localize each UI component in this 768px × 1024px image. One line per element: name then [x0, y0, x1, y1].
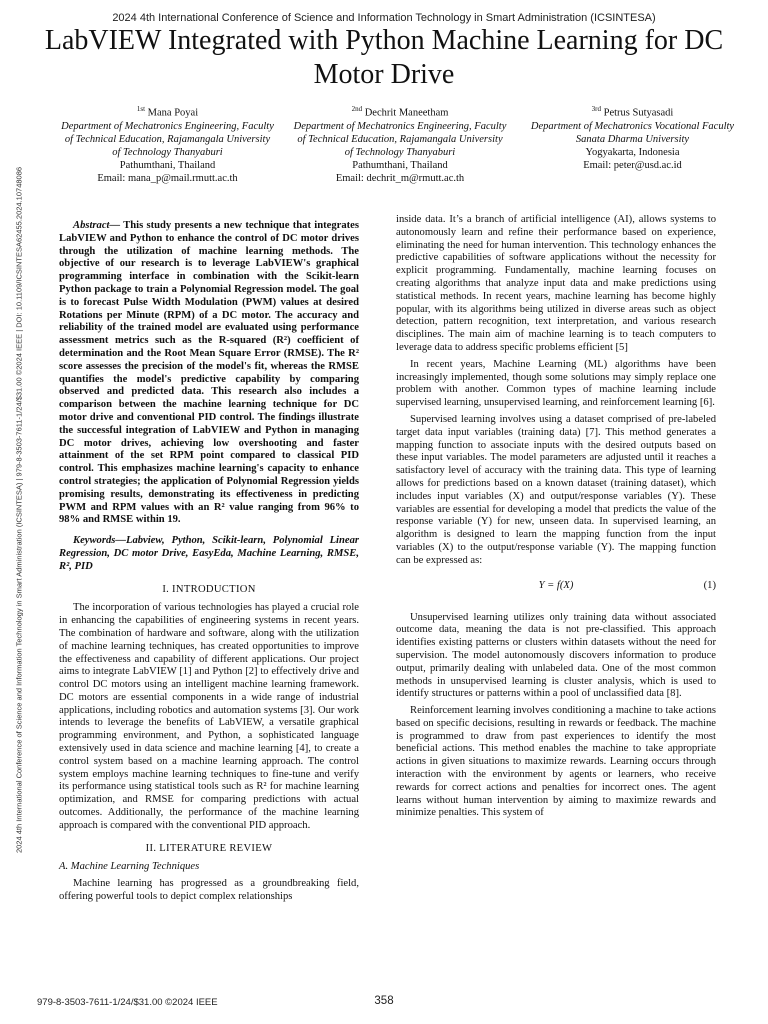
side-doi-strip: [14, 100, 24, 920]
author-2-affiliation: Department of Mechatronics Engineering, Faculty of Technical Education, Rajamangala University of Technology Thanyaburi: [293, 120, 507, 158]
page-number: 358: [374, 995, 394, 1007]
author-2-ordinal: 2nd: [351, 105, 363, 113]
unsupervised-paragraph: Unsupervised learning utilizes only training data without associated outcome data, meaning the data is not pre-classified. This approach identifies existing patterns or clusters within datasets without the need for supervision. The model autonomously discovers information to produce output, primarily dealing with unlabeled data. One of the most common methods in unsupervised learning is cluster analysis, which is used to identify structures or patterns within a pool of unclassified data [8].: [396, 611, 716, 700]
author-3-name: [525, 103, 740, 120]
author-2-name: [293, 103, 508, 120]
equation-1: [396, 578, 716, 600]
keywords: Keywords—Labview, Python, Scikit-learn, Polynomial Linear Regression, DC motor Drive, EasyEda, Machine Learning, RMSE, R², PID: [59, 535, 359, 572]
author-3-name-text: Petrus Sutyasadi: [603, 107, 674, 119]
equation-number: (1): [703, 579, 716, 591]
author-1-ordinal: 1st: [136, 105, 146, 113]
paper-title: LabVIEW Integrated with Python Machine Learning for DC Motor Drive: [44, 25, 724, 90]
subsection-a-heading: A. Machine Learning Techniques: [59, 861, 200, 873]
left-column: [59, 220, 359, 908]
author-3-location: Yogyakarta, Indonesia: [585, 146, 680, 158]
ml-paragraph-start: Machine learning has progressed as a groundbreaking field, offering powerful tools to depict complex relationships: [59, 878, 359, 903]
conference-header: 2024 4th International Conference of Science and Information Technology in Smart Administration (ICSINTESA): [112, 12, 656, 24]
author-3-email[interactable]: Email: peter@usd.ac.id: [583, 159, 682, 171]
author-2-location: Pathumthani, Thailand: [352, 159, 448, 171]
ml-types-paragraph: In recent years, Machine Learning (ML) algorithms have been increasingly implemented, though some solutions may simply replace one problem with another. Common types of machine learning include supervised learning, unsupervised learning, and reinforcement learning [6].: [396, 358, 716, 409]
section-2-heading: II. LITERATURE REVIEW: [145, 842, 273, 854]
author-2-email[interactable]: Email: dechrit_m@rmutt.ac.th: [335, 172, 465, 184]
ml-paragraph-continued: inside data. It’s a branch of artificial intelligence (AI), allows systems to autonomously learn and refine their performance based on experience, eliminating the need for human intervention. This technology enhances the predictive capabilities of software applications without the necessity for explicit programming. Fundamentally, machine learning focuses on creating algorithms that analyze input data and make predictions using statistical methods. In recent years, machine learning has become highly popular, with its algorithms being utilized in diverse areas such as object detection, pattern recognition, text interpretation, and various research disciplines. The main aim of machine learning is to teach computers to leverage data to address specific problems efficient [5]: [396, 214, 716, 353]
author-3: [525, 103, 740, 185]
author-3-ordinal: 3rd: [591, 105, 601, 113]
supervised-paragraph: Supervised learning involves using a dataset comprised of pre-labeled target data input variables (training data) [7]. This method generates a mapping function to associate inputs with the desired outputs based on these input variables. The model parameters are adjusted until it reaches a satisfactory level of accuracy with the training data. This type of learning allows for predictions based on a known dataset (training dataset), which includes input variables (X) and output/response variables (Y). These variables are essential for developing a model that predicts the value of the response variable (Y) for new, unseen data. In supervised learning, an algorithm is designed to learn the mapping function from the input variables (X) to the output/response variable (Y). The mapping function can be expressed as:: [396, 413, 716, 566]
author-1-affiliation: Department of Mechatronics Engineering, Faculty of Technical Education, Rajamangala University of Technology Thanyaburi: [61, 120, 274, 158]
section-1-heading: I. INTRODUCTION: [162, 583, 256, 595]
side-doi-text: 2024 4th International Conference of Science and Information Technology in Smart Administration (ICSINTESA) | 979-8-3503-7611-1/24/$31.00 ©2024 IEEE | DOI: 10.1109/ICSINTESA62455.2024.10748086: [14, 166, 24, 854]
author-2-name-text: Dechrit Maneetham: [364, 107, 449, 119]
author-1-location: Pathumthani, Thailand: [119, 159, 216, 171]
author-3-affiliation: Department of Mechatronics Vocational Faculty Sanata Dharma University: [530, 120, 735, 145]
author-1-name-text: Mana Poyai: [147, 107, 199, 119]
author-1: [60, 103, 275, 185]
reinforcement-paragraph: Reinforcement learning involves conditioning a machine to take actions based on specific decisions, resulting in rewards or feedback. The machine is programmed to draw from past experiences to identify the most beneficial actions. This method enables the machine to take appropriate actions in given situations to maximize rewards. Learning occurs through interaction with the environment by agents or learners, who receive rewards for correct actions and penalties for incorrect ones. The agent learns without human intervention by aiming to maximize rewards and minimize penalties. This system of: [396, 705, 716, 819]
abstract-text: This study presents a new technique that integrates LabVIEW and Python to enhance the control of DC motor drives through the utilization of machine learning methods. The objective of our research is to leverage LabVIEW's graphical programming interface in combination with the Scikit-learn Python package to train a Polynomial Regression model. The goal is to forecast Pulse Width Modulation (PWM) values at desired Rotations per Minute (RPM) of a DC motor. The accuracy and reliability of the trained model are evaluated using performance assessment metrics such as the R-squared (R²) coefficient of determination and the Root Mean Square Error (RMSE). The R² score assesses the precision of the model's fit, whereas the RMSE quantifies the model's predictive capability by comparing observed and predicted data. This research also includes a comparison between the machine learning technique for DC motor drive and conventional PID control. The findings illustrate the successful integration of LabVIEW and Python in managing DC motor drives, achieving low overshooting and faster attainment of the set RPM point compared to classical PID control. This emphasizes machine learning's capacity to enhance control strategies; the application of Polynomial Regression yields promising results, demonstrating its effectiveness in predicting PWM and RPM values with an R² value ranging from 96% to 98% and RMSE within 19.: [59, 220, 359, 526]
right-column: [396, 214, 716, 824]
footer-copyright: 979-8-3503-7611-1/24/$31.00 ©2024 IEEE: [37, 997, 218, 1008]
author-1-email[interactable]: Email: mana_p@mail.rmutt.ac.th: [97, 172, 238, 184]
author-2: [293, 103, 508, 185]
intro-paragraph: The incorporation of various technologies has played a crucial role in enhancing the capabilities of engineering systems in recent years. The combination of hardware and software, along with the utilization of machine learning techniques, has created opportunities to improve the effectiveness and capability of different applications. Our project aims to integrate LabVIEW [1] and Python [2] to effectively drive and control DC motors using an intelligent machine learning framework. DC motors are essential components in a wide range of industrial applications, including robotics and automation systems [3]. Our work intends to leverage the benefits of LabVIEW, a versatile graphical programming environment, and Python, a sophisticated language extensively used in data science and machine learning [4], to create a control system based on a machine learning approach. The control system employs machine learning techniques to fine-tune and verify its performance using statistical tools such as R² for machine learning optimization, and RMSE for comparing predictions with actual outcomes. Additionally, the performance of the machine learning approach is compared with the conventional PID approach.: [59, 602, 359, 831]
abstract: [59, 220, 359, 527]
author-block: [60, 103, 740, 185]
abstract-label: Abstract—: [73, 220, 121, 231]
author-1-name: [60, 103, 275, 120]
equation-expression: Y = f(X): [538, 579, 574, 591]
